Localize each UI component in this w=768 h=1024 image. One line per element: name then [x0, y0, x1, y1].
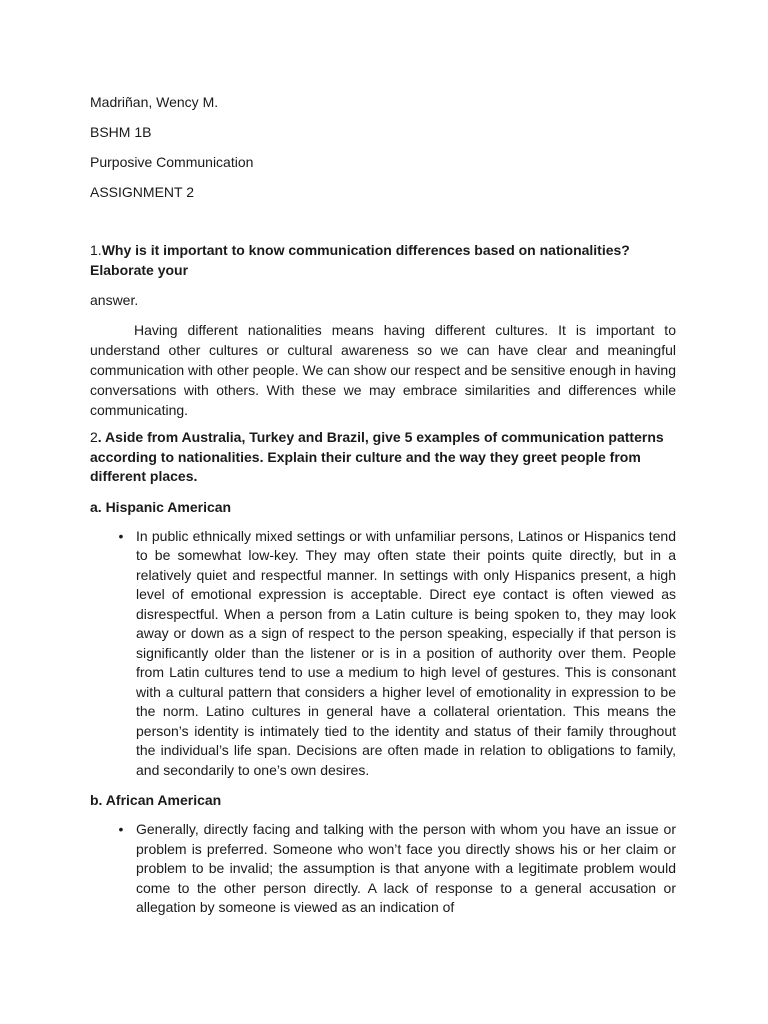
- question-1-number: 1.: [90, 242, 102, 258]
- question-2-number: 2: [90, 429, 98, 445]
- bullet-icon: •: [118, 821, 124, 837]
- question-2: [90, 428, 676, 487]
- bullet-item-african: [90, 820, 676, 918]
- bullet-icon: •: [118, 527, 124, 544]
- bullet-text-hispanic: In public ethnically mixed settings or with unfamiliar persons, Latinos or Hispanics tend to be somewhat low-key. They may often state their points quite directly, but in a relatively quiet and respectful manner. In settings with only Hispanics present, a high level of emotional expression is acceptable. Direct eye contact is often viewed as disrespectful. When a person from a Latin culture is being spoken to, they may look away or down as a sign of respect to the person speaking, especially if that person is significantly older than the listener or is in a position of authority over them. People from Latin cultures tend to use a medium to high level of gestures. This is consonant with a cultural pattern that considers a higher level of emotionality in expression to be the norm. Latino cultures in general have a collateral orientation. This means the person’s identity is intimately tied to the identity and status of their family throughout the individual’s life span. Decisions are often made in relation to obligations to family, and secondarily to one’s own desires.: [136, 527, 676, 778]
- question-2-text: . Aside from Australia, Turkey and Brazil, give 5 examples of communication patterns according to nationalities. Explain their culture and the way they greet people from different places.: [90, 429, 664, 484]
- assignment-title: ASSIGNMENT 2: [90, 184, 194, 200]
- section-heading-hispanic: a. Hispanic American: [90, 498, 232, 515]
- student-section: BSHM 1B: [90, 124, 152, 140]
- question-1: [90, 240, 690, 280]
- student-name: Madriñan, Wency M.: [90, 94, 219, 110]
- question-1-text: Why is it important to know communication differences based on nationalities? Elaborate your: [90, 242, 630, 278]
- bullet-text-african: Generally, directly facing and talking with the person with whom you have an issue or problem is preferred. Someone who won’t face you directly shows his or her claim or problem to be invalid; the assumption is that anyone with a legitimate problem would come to the other person directly. A lack of response to a general accusation or allegation by someone is viewed as an indication of: [136, 821, 676, 915]
- bullet-item-hispanic: [90, 527, 676, 781]
- section-heading-african: b. African American: [90, 792, 222, 808]
- answer-1-paragraph: Having different nationalities means having different cultures. It is important to understand other cultures or cultural awareness so we can have clear and meaningful communication with other people. We can show our respect and be sensitive enough in having conversations with others. With these we may embrace similarities and differences while communicating.: [90, 322, 676, 418]
- document-page: [90, 92, 676, 918]
- subject-title: Purposive Communication: [90, 154, 254, 170]
- question-1-continuation: answer.: [90, 292, 139, 308]
